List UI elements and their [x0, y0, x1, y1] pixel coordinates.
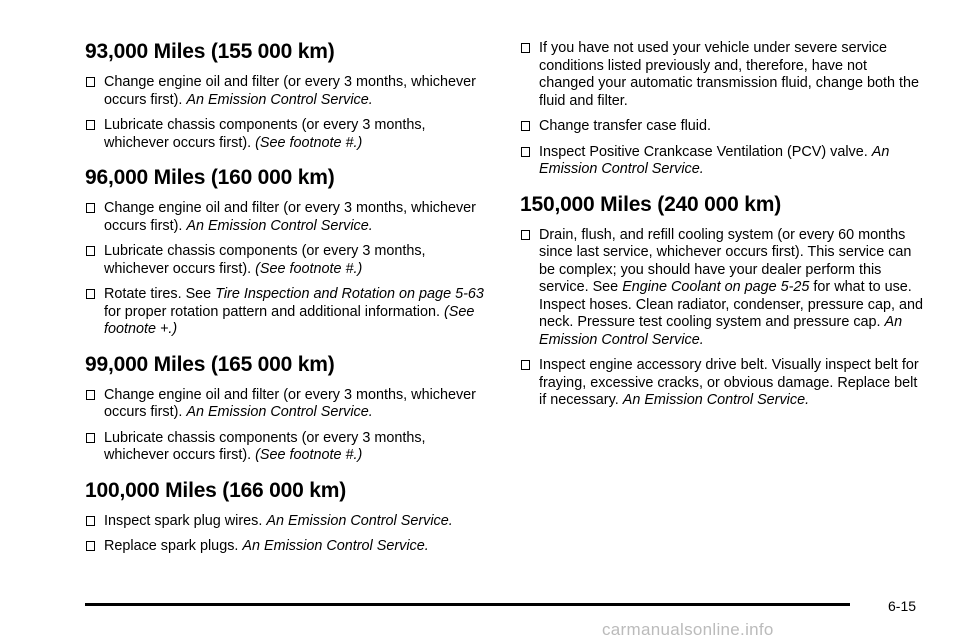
- item-reference: An Emission Control Service.: [186, 217, 373, 234]
- section-heading: 99,000 Miles (165 000 km): [85, 352, 335, 376]
- item-text: Drain, flush, and refill cooling system (or every 60 months since last service, whichever occurs first). This service can be complex; you should have your dealer perform this service. See: [539, 226, 912, 295]
- checkbox-icon: [521, 230, 530, 240]
- page-number: 6-15: [888, 598, 917, 614]
- checklist-item: [85, 387, 485, 422]
- item-text: Change engine oil and filter (or every 3 months, whichever occurs first).: [104, 74, 476, 108]
- item-text: Change engine oil and filter (or every 3 months, whichever occurs first).: [104, 200, 476, 234]
- item-reference: (See footnote #.): [255, 447, 363, 463]
- item-text: Inspect engine accessory drive belt. Visually inspect belt for fraying, excessive cracks, or obvious damage. Replace belt if necessary.: [539, 357, 919, 408]
- checklist-item: [520, 40, 925, 110]
- item-text: Inspect spark plug wires.: [104, 512, 267, 529]
- item-reference: (See footnote +.): [104, 303, 475, 337]
- item-reference: An Emission Control Service.: [186, 91, 373, 108]
- checklist-item: [520, 118, 925, 136]
- item-text: Lubricate chassis components (or every 3 months, whichever occurs first).: [104, 117, 426, 151]
- section-heading: 150,000 Miles (240 000 km): [520, 192, 781, 216]
- checkbox-icon: [86, 390, 95, 400]
- section-99000-miles: [85, 353, 485, 465]
- section-heading: 93,000 Miles (155 000 km): [85, 40, 335, 63]
- section-100000-miles: [85, 479, 485, 556]
- checklist-item: [520, 144, 925, 179]
- checklist-item: [85, 430, 485, 465]
- item-text: Inspect Positive Crankcase Ventilation (PCV) valve.: [539, 143, 872, 160]
- item-reference: An Emission Control Service.: [242, 538, 429, 554]
- item-text: for what to use. Inspect hoses. Clean radiator, condenser, pressure cap, and neck. Pressure test cooling system and pressure cap.: [539, 279, 923, 330]
- checklist-item: [85, 286, 485, 339]
- watermark: carmanualsonline.info: [602, 620, 774, 639]
- item-reference: An Emission Control Service.: [266, 512, 453, 529]
- item-reference-link[interactable]: Engine Coolant on page 5-25: [622, 279, 810, 295]
- checkbox-icon: [86, 289, 95, 299]
- item-reference: An Emission Control Service.: [622, 392, 810, 408]
- checkbox-icon: [86, 246, 95, 256]
- item-reference: An Emission Control Service.: [539, 314, 903, 348]
- right-column: [520, 40, 925, 424]
- item-reference: (See footnote #.): [255, 260, 363, 277]
- checklist-item: [85, 117, 485, 152]
- continued-items: [520, 40, 925, 179]
- checkbox-icon: [521, 147, 530, 157]
- section-heading: 100,000 Miles (166 000 km): [85, 478, 346, 502]
- checkbox-icon: [521, 121, 530, 131]
- item-text: Change engine oil and filter (or every 3 months, whichever occurs first).: [104, 386, 476, 420]
- item-text: Lubricate chassis components (or every 3 months, whichever occurs first).: [104, 243, 426, 277]
- item-reference: An Emission Control Service.: [539, 143, 890, 177]
- item-text: Rotate tires. See: [104, 286, 216, 302]
- item-reference: An Emission Control Service.: [186, 404, 373, 420]
- section-93000-miles: [85, 40, 485, 152]
- checkbox-icon: [86, 120, 95, 130]
- item-text: Replace spark plugs.: [104, 538, 243, 554]
- section-150000-miles: [520, 193, 925, 410]
- section-96000-miles: [85, 166, 485, 339]
- checklist-item: [85, 74, 485, 109]
- checklist-item: [85, 200, 485, 235]
- item-text: Change transfer case fluid.: [539, 118, 711, 134]
- checkbox-icon: [86, 433, 95, 443]
- checklist-item: [520, 357, 925, 410]
- checklist-item: [85, 538, 485, 556]
- checklist-item: [520, 227, 925, 350]
- item-reference: (See footnote #.): [255, 134, 363, 151]
- checkbox-icon: [86, 77, 95, 87]
- checkbox-icon: [86, 203, 95, 213]
- item-reference-link[interactable]: Tire Inspection and Rotation on page 5-63: [215, 286, 484, 302]
- section-heading: 96,000 Miles (160 000 km): [85, 166, 335, 189]
- item-text: for proper rotation pattern and additional information.: [104, 303, 444, 320]
- footer-rule: [85, 603, 850, 606]
- checkbox-icon: [521, 360, 530, 370]
- checkbox-icon: [86, 541, 95, 551]
- checkbox-icon: [521, 43, 530, 53]
- left-column: [85, 40, 485, 570]
- item-text: Lubricate chassis components (or every 3 months, whichever occurs first).: [104, 429, 426, 463]
- checklist-item: [85, 243, 485, 278]
- item-text: If you have not used your vehicle under severe service conditions listed previously and, therefore, have not changed your automatic transmission fluid, change both the fluid and filter.: [539, 40, 919, 109]
- checklist-item: [85, 513, 485, 531]
- checkbox-icon: [86, 516, 95, 526]
